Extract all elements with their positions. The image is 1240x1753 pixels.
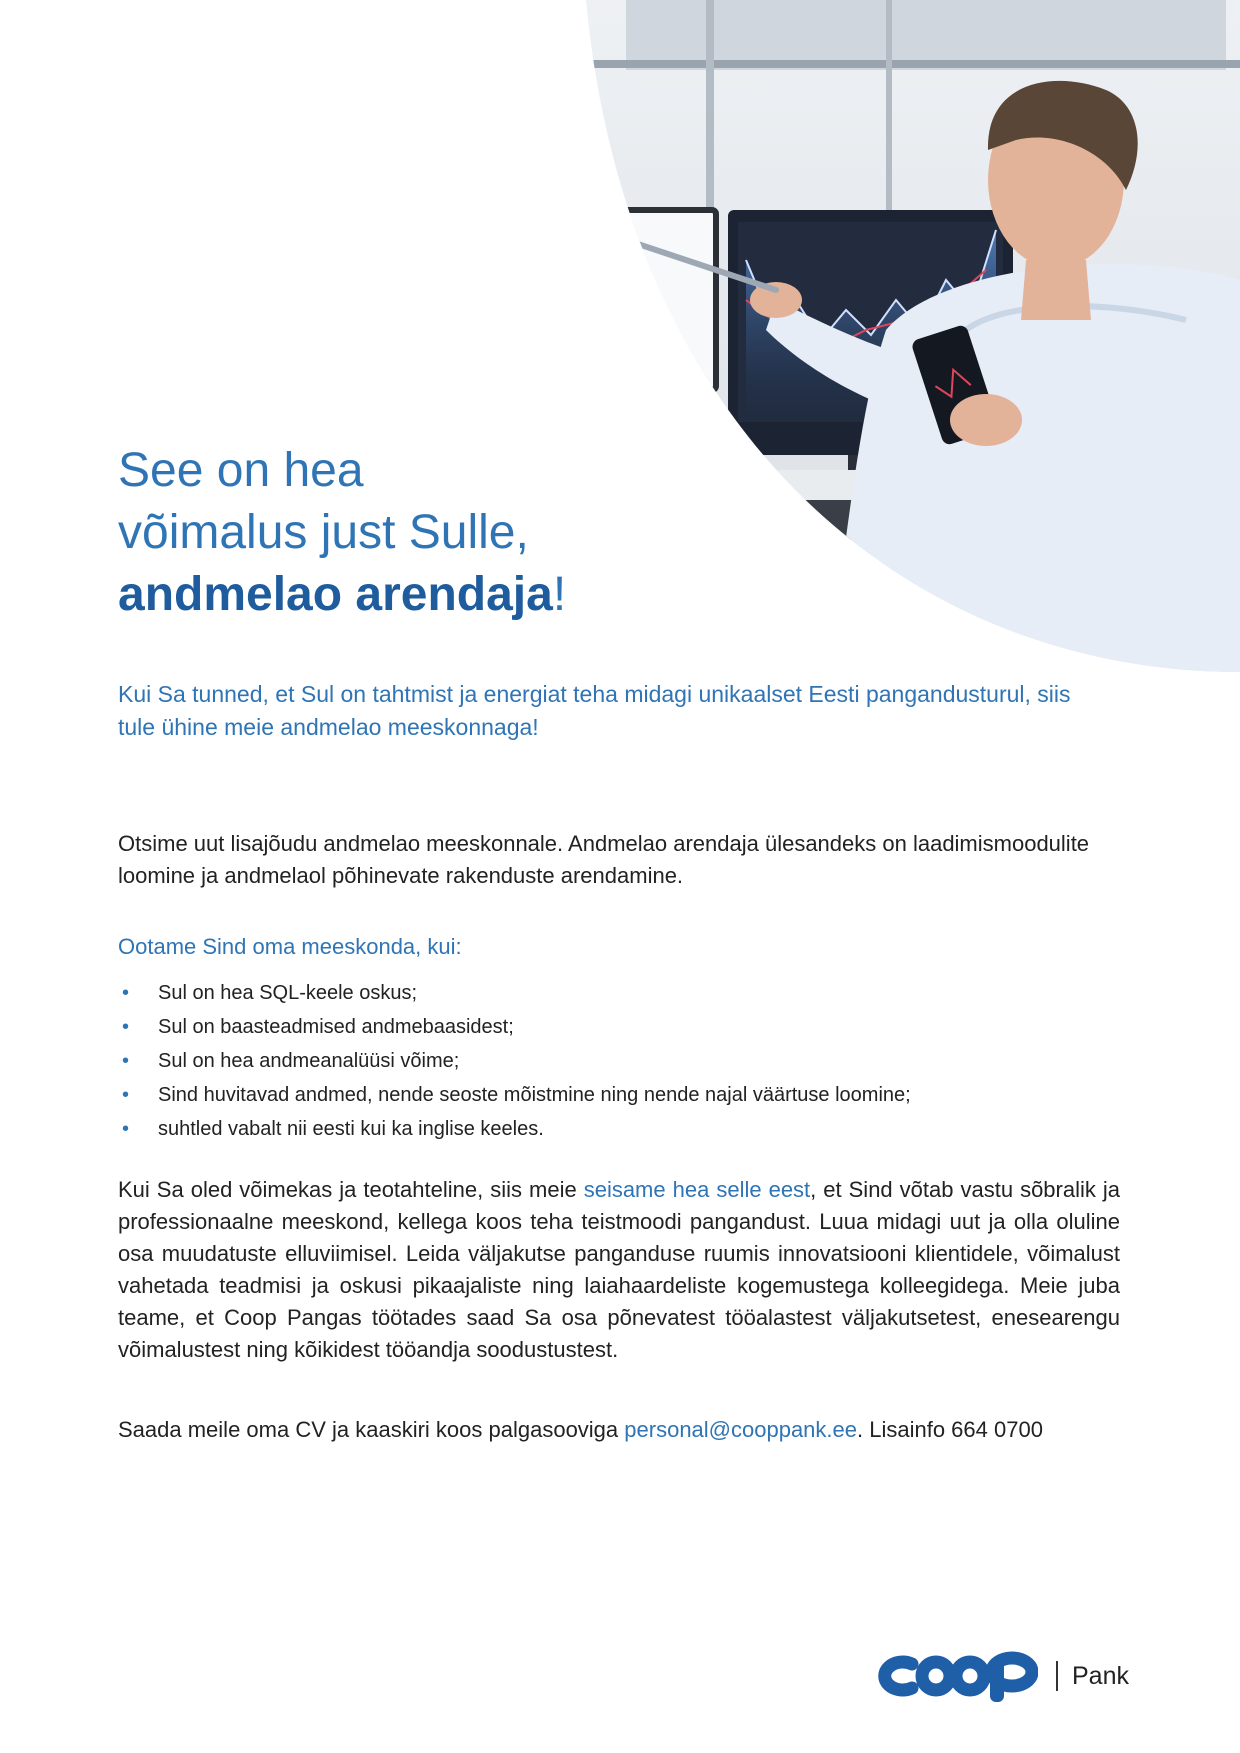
hero-illustration bbox=[586, 0, 1240, 672]
requirement-text: Sul on baasteadmised andmebaasidest; bbox=[158, 1016, 514, 1038]
coop-logo-icon bbox=[878, 1648, 1038, 1704]
intro-paragraph: Otsime uut lisajõudu andmelao meeskonnale. Andmelao arendaja ülesandeks on laadimismoodulite loomine ja andmelaol põhinevate rakenduste arendamine. bbox=[118, 831, 1090, 888]
bullet-icon: • bbox=[122, 1016, 130, 1038]
headline-job-title: andmelao arendaja bbox=[118, 568, 553, 621]
requirement-item bbox=[118, 1112, 1118, 1146]
body-paragraph bbox=[118, 1174, 1120, 1366]
requirement-text: suhtled vabalt nii eesti kui ka inglise keeles. bbox=[158, 1118, 544, 1140]
requirement-text: Sind huvitavad andmed, nende seoste mõistmine ning nende najal väärtuse loomine; bbox=[158, 1084, 911, 1106]
logo-separator bbox=[1056, 1661, 1058, 1691]
bullet-icon: • bbox=[122, 1084, 130, 1106]
bullet-icon: • bbox=[122, 1050, 130, 1072]
bullet-icon: • bbox=[122, 982, 130, 1004]
requirements-list bbox=[118, 976, 1118, 1146]
requirement-text: Sul on hea SQL-keele oskus; bbox=[158, 982, 418, 1004]
body-text-start: Kui Sa oled võimekas ja teotahteline, siis meie bbox=[118, 1177, 584, 1202]
hero-photo bbox=[586, 0, 1240, 672]
headline-line-2: võimalus just Sulle, bbox=[118, 506, 529, 559]
headline bbox=[118, 440, 566, 626]
requirements-title: Ootame Sind oma meeskonda, kui: bbox=[118, 934, 462, 959]
headline-exclamation: ! bbox=[552, 568, 567, 621]
logo-pank-text: Pank bbox=[1072, 1661, 1129, 1690]
body-highlight-link[interactable]: seisame hea selle eest bbox=[583, 1177, 811, 1202]
requirement-item bbox=[118, 1010, 1118, 1044]
coop-pank-logo bbox=[878, 1648, 1129, 1704]
requirement-item bbox=[118, 1078, 1118, 1112]
contact-paragraph bbox=[118, 1414, 1118, 1446]
lead-paragraph: Kui Sa tunned, et Sul on tahtmist ja energiat teha midagi unikaalset Eesti pangandusturul, siis tule ühine meie andmelao meeskonnaga! bbox=[118, 681, 1071, 740]
requirement-text: Sul on hea andmeanalüüsi võime; bbox=[158, 1050, 460, 1072]
bullet-icon: • bbox=[122, 1118, 130, 1140]
contact-phone-text: . Lisainfo 664 0700 bbox=[857, 1417, 1043, 1442]
contact-text: Saada meile oma CV ja kaaskiri koos palgasooviga bbox=[118, 1417, 625, 1442]
requirement-item bbox=[118, 1044, 1118, 1078]
body-text-end: , et Sind võtab vastu sõbralik ja professionaalne meeskond, kellega koos teha teistmoodi pangandust. Luua midagi uut ja olla oluline osa muudatuste elluviimisel. Leida väljakutse panganduse ruumis innovatsiooni klientidele, võimalust vahetada teadmisi ja oskusi pikaajaliste ning laiahaardeliste kogemustega kolleegidega. Meie juba teame, et Coop Pangas töötades saad Sa osa põnevatest tööalastest väljakutsetest, enesearengu võimalustest ning kõikidest tööandja soodustustest. bbox=[118, 1177, 1121, 1362]
email-link[interactable]: personal@cooppank.ee bbox=[624, 1417, 857, 1442]
headline-line-1: See on hea bbox=[118, 444, 364, 497]
requirement-item bbox=[118, 976, 1118, 1010]
